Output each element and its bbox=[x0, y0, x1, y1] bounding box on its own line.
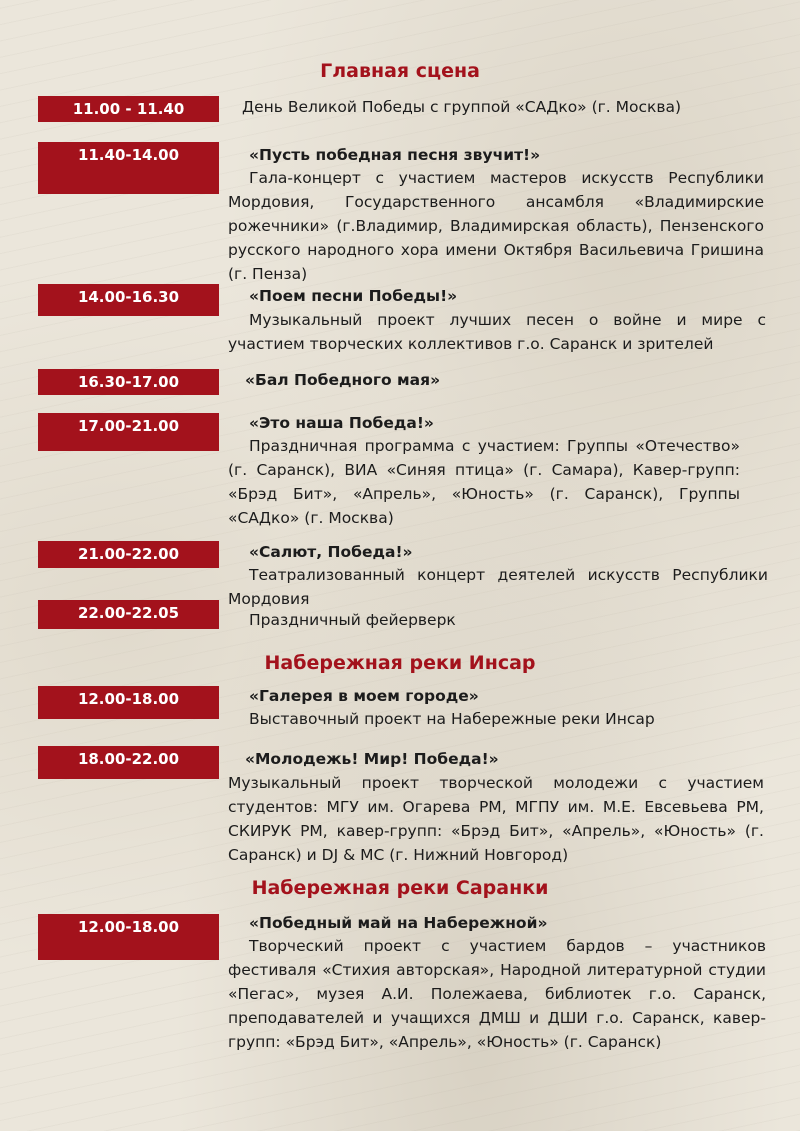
section-title-saranka-embankment: Набережная реки Саранки bbox=[251, 877, 549, 899]
event-title: «Салют, Победа!» bbox=[249, 543, 413, 561]
time-badge: 12.00-18.00 bbox=[38, 914, 219, 960]
event-title: «Пусть победная песня звучит!» bbox=[249, 146, 541, 164]
section-title-insar-embankment: Набережная реки Инсар bbox=[264, 652, 536, 674]
time-badge: 12.00-18.00 bbox=[38, 686, 219, 719]
event-title: «Это наша Победа!» bbox=[249, 414, 434, 432]
event-title: «Поем песни Победы!» bbox=[249, 287, 458, 305]
time-badge: 22.00-22.05 bbox=[38, 600, 219, 629]
time-badge: 21.00-22.00 bbox=[38, 541, 219, 568]
time-badge: 14.00-16.30 bbox=[38, 284, 219, 316]
time-badge: 16.30-17.00 bbox=[38, 369, 219, 395]
event-description: Музыкальный проект творческой молодежи с участием студентов: МГУ им. Огарева РМ, МГПУ им. М.Е. Евсевьева РМ, СКИРУК РМ, кавер-групп: «Брэд Бит», «Апрель», «Юность» (г. Саранск) и DJ & MC (г. Нижний Новгород) bbox=[228, 774, 764, 864]
event-text: День Великой Победы с группой «САДко» (г. Москва) bbox=[242, 98, 682, 116]
event-title: «Молодежь! Мир! Победа!» bbox=[245, 750, 499, 768]
event-description: Гала-концерт с участием мастеров искусств Республики Мордовия, Государственного ансамбля «Владимирские рожечники» (г.Владимир, Владимирская область), Пензенского русского народного хора имени Октября Васильевича Гришина (г. Пенза) bbox=[228, 169, 764, 283]
time-badge: 17.00-21.00 bbox=[38, 413, 219, 451]
event-title: «Галерея в моем городе» bbox=[249, 687, 479, 705]
event-text: Выставочный проект на Набережные реки Инсар bbox=[249, 710, 655, 728]
time-badge: 11.00 - 11.40 bbox=[38, 96, 219, 122]
event-text: Праздничный фейерверк bbox=[249, 611, 456, 629]
time-badge: 18.00-22.00 bbox=[38, 746, 219, 779]
time-badge: 11.40-14.00 bbox=[38, 142, 219, 194]
event-title: «Бал Победного мая» bbox=[245, 371, 441, 389]
section-title-main-stage: Главная сцена bbox=[320, 60, 480, 82]
event-description: Творческий проект с участием бардов – участников фестиваля «Стихия авторская», Народной литературной студии «Пегас», музея А.И. Полежаева, библиотек г.о. Саранск, преподавателей и учащихся ДМШ и ДШИ г.о. Саранск, кавер-групп: «Брэд Бит», «Апрель», «Юность» (г. Саранск) bbox=[228, 937, 766, 1051]
event-description: Театрализованный концерт деятелей искусств Республики Мордовия bbox=[228, 566, 768, 608]
event-description: Музыкальный проект лучших песен о войне и мире с участием творческих коллективов г.о. Саранск и зрителей bbox=[228, 311, 766, 353]
event-title: «Победный май на Набережной» bbox=[249, 914, 548, 932]
event-description: Праздничная программа с участием: Группы «Отечество» (г. Саранск), ВИА «Синяя птица» (г. Самара), Кавер-групп: «Брэд Бит», «Апрель», «Юность» (г. Саранск), Группы «САДко» (г. Москва) bbox=[228, 437, 740, 527]
